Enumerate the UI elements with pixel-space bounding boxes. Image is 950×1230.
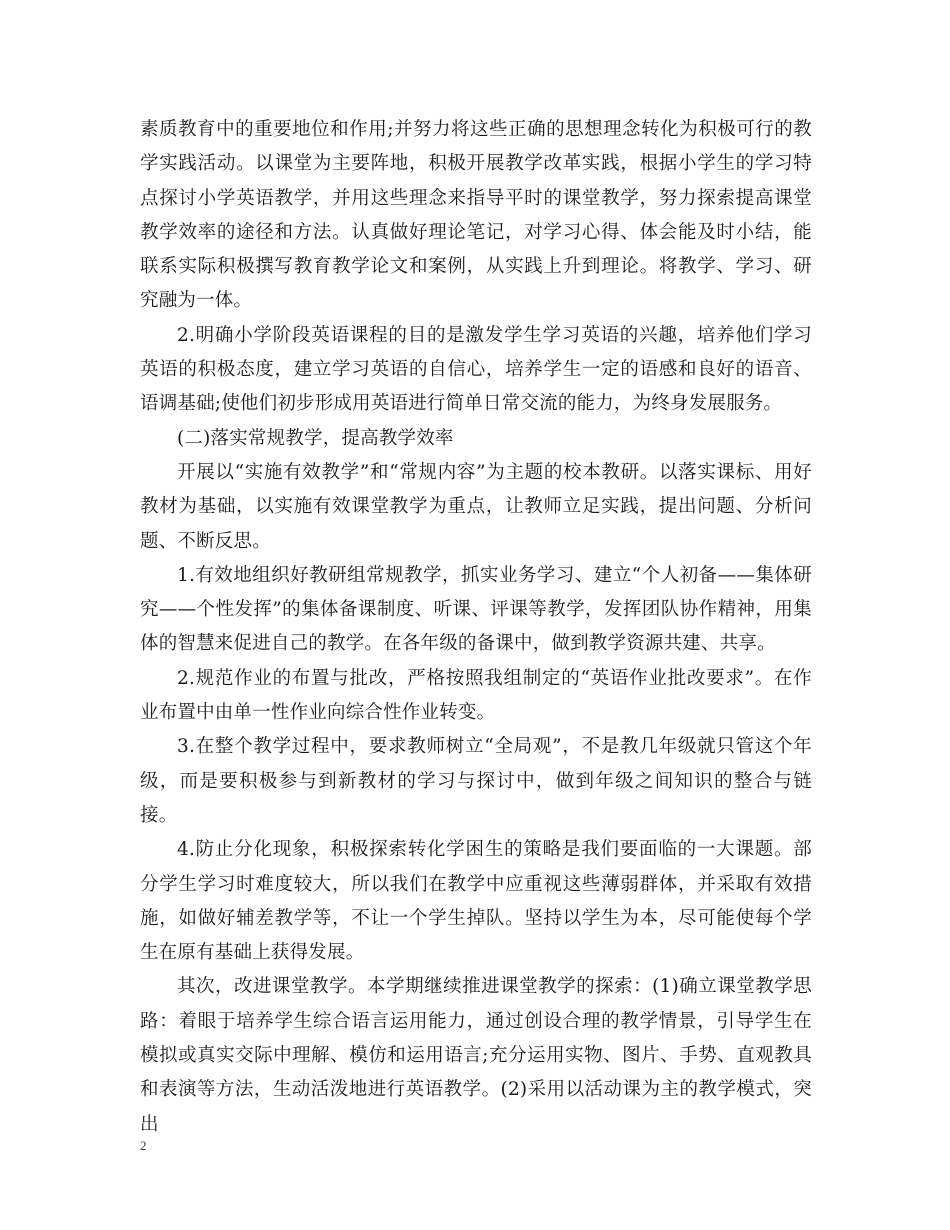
paragraph-school-research: 开展以“实施有效教学”和“常规内容”为主题的校本教研。以落实课标、用好教材为基础，以实施有效课堂教学为重点，让教师立足实践，提出问题、分析问题、不断反思。 bbox=[140, 461, 812, 552]
paragraph-item-3-global-view: 3.在整个教学过程中，要求教师树立“全局观”，不是教几年级就只管这个年级，而是要积极参与到新教材的学习与探讨中，做到年级之间知识的整合与链接。 bbox=[140, 736, 812, 826]
page-number: 2 bbox=[140, 1138, 147, 1153]
section-heading: (二)落实常规教学，提高教学效率 bbox=[177, 427, 454, 449]
paragraph-continuation: 素质教育中的重要地位和作用;并努力将这些正确的思想理念转化为积极可行的教学实践活动。以课堂为主要阵地，积极开展教学改革实践，根据小学生的学习特点探讨小学英语教学，并用这些理念来指导平时的课堂教学，努力探索提高课堂教学效率的途径和方法。认真做好理论笔记，对学习心得、体会能及时小结，能联系实际积极撰写教育教学论文和案例，从实践上升到理论。将教学、学习、研究融为一体。 bbox=[140, 119, 812, 312]
document-body bbox=[140, 113, 812, 1142]
paragraph-classroom-improvement: 其次，改进课堂教学。本学期继续推进课堂教学的探索：(1)确立课堂教学思路：着眼于培养学生综合语言运用能力，通过创设合理的教学情景，引导学生在模拟或真实交际中理解、模仿和运用语言;充分运用实物、图片、手势、直观教具和表演等方法，生动活泼地进行英语教学。(2)采用以活动课为主的教学模式，突出 bbox=[140, 976, 812, 1135]
paragraph-item-1-lesson-prep: 1.有效地组织好教研组常规教学，抓实业务学习、建立“个人初备——集体研究——个性发挥”的集体备课制度、听课、评课等教学，发挥团队协作精神，用集体的智慧来促进自己的教学。在各年级的备课中，做到教学资源共建、共享。 bbox=[140, 564, 812, 655]
paragraph-item-4-struggling-students: 4.防止分化现象，积极探索转化学困生的策略是我们要面临的一大课题。部分学生学习时难度较大，所以我们在教学中应重视这些薄弱群体，并采取有效措施，如做好辅差教学等，不让一个学生掉队。坚持以学生为本，尽可能使每个学生在原有基础上获得发展。 bbox=[140, 839, 812, 964]
paragraph-item-2-homework: 2.规范作业的布置与批改，严格按照我组制定的“英语作业批改要求”。在作业布置中由单一性作业向综合性作业转变。 bbox=[140, 667, 812, 724]
paragraph-item-2-course-goal: 2.明确小学阶段英语课程的目的是激发学生学习英语的兴趣，培养他们学习英语的积极态度，建立学习英语的自信心，培养学生一定的语感和良好的语音、语调基础;使他们初步形成用英语进行简单日常交流的能力，为终身发展服务。 bbox=[140, 324, 812, 415]
